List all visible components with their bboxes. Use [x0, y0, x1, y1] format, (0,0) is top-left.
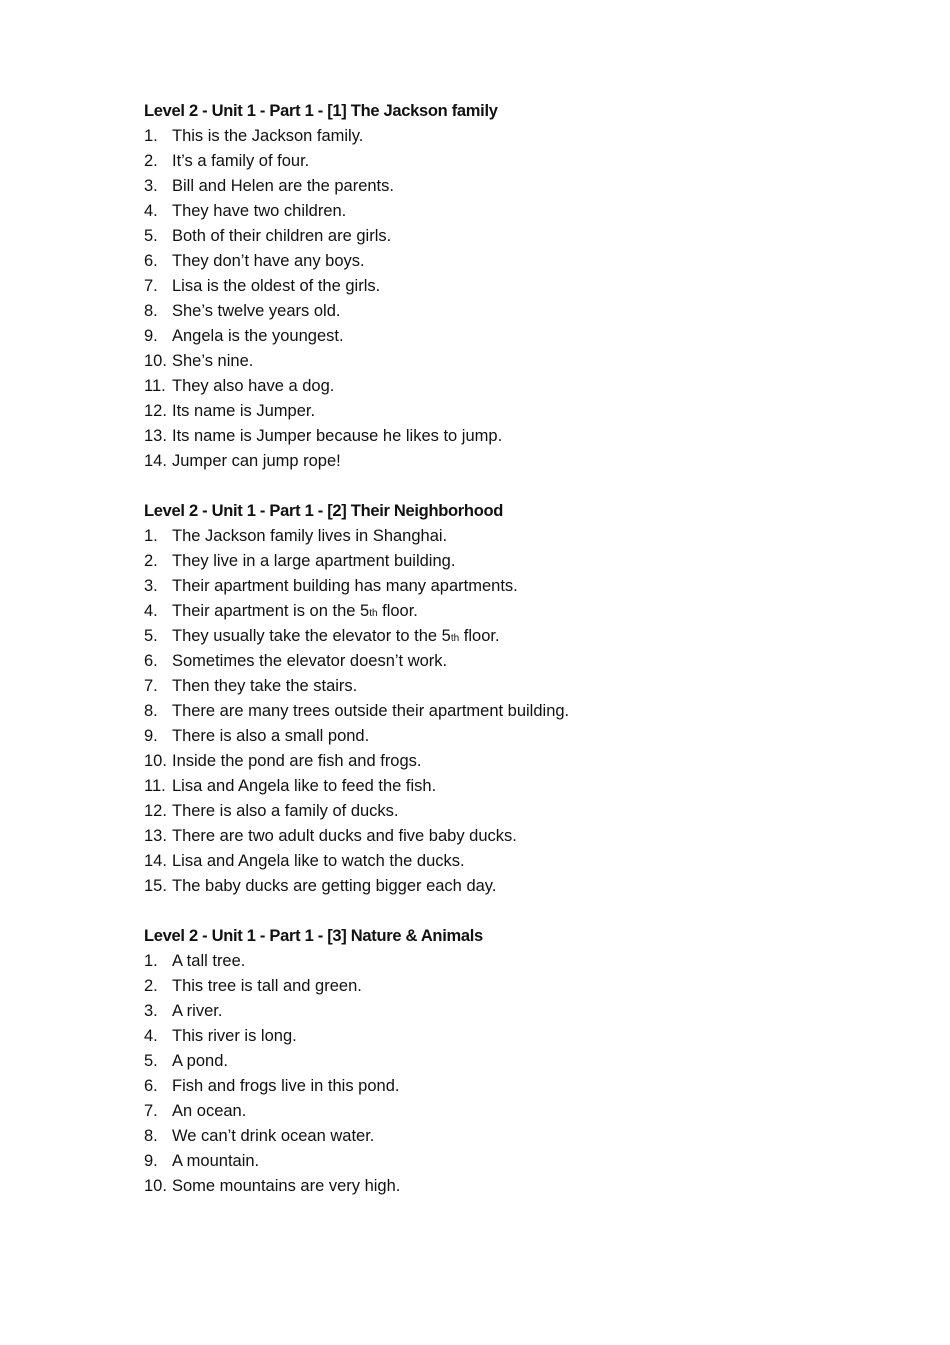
- item-text: [172, 599, 418, 626]
- item-number: 5.: [144, 627, 158, 645]
- item-number: 1.: [144, 952, 158, 970]
- list-item: [144, 574, 864, 599]
- item-text: Lisa and Angela like to watch the ducks.: [172, 852, 465, 870]
- item-number: 4.: [144, 202, 158, 220]
- item-text: Some mountains are very high.: [172, 1177, 401, 1195]
- sentence-list: [144, 949, 864, 1199]
- list-item: [144, 599, 864, 624]
- item-text: Both of their children are girls.: [172, 227, 392, 245]
- list-item: [144, 174, 864, 199]
- list-item: [144, 1174, 864, 1199]
- sentence-list: [144, 524, 864, 899]
- item-text: Lisa is the oldest of the girls.: [172, 277, 381, 295]
- item-number: 6.: [144, 252, 158, 270]
- list-item: [144, 524, 864, 549]
- item-number: 10.: [144, 352, 167, 370]
- list-item: [144, 949, 864, 974]
- document-page: [144, 99, 864, 1224]
- text-after-ordinal: floor.: [459, 627, 500, 645]
- item-number: 11.: [144, 777, 166, 795]
- item-number: 1.: [144, 527, 158, 545]
- section-jackson-family: [144, 99, 864, 474]
- item-number: 6.: [144, 652, 158, 670]
- list-item: [144, 1149, 864, 1174]
- item-number: 1.: [144, 127, 158, 145]
- item-text: She’s nine.: [172, 352, 254, 370]
- list-item: [144, 424, 864, 449]
- item-number: 2.: [144, 977, 158, 995]
- item-number: 2.: [144, 552, 158, 570]
- item-number: 4.: [144, 602, 158, 620]
- item-text: A tall tree.: [172, 952, 246, 970]
- list-item: [144, 724, 864, 749]
- list-item: [144, 224, 864, 249]
- item-number: 13.: [144, 827, 167, 845]
- list-item: [144, 1074, 864, 1099]
- list-item: [144, 674, 864, 699]
- list-item: [144, 974, 864, 999]
- section-nature-animals: [144, 924, 864, 1199]
- section-neighborhood: [144, 499, 864, 899]
- item-number: 10.: [144, 752, 167, 770]
- item-text: There is also a family of ducks.: [172, 802, 399, 820]
- list-item: [144, 449, 864, 474]
- section-heading: Level 2 - Unit 1 - Part 1 - [2] Their Neighborhood: [144, 502, 504, 520]
- item-number: 8.: [144, 1127, 158, 1145]
- item-text: The baby ducks are getting bigger each day.: [172, 877, 497, 895]
- item-text: We can’t drink ocean water.: [172, 1127, 375, 1145]
- item-text: Then they take the stairs.: [172, 677, 358, 695]
- section-heading: Level 2 - Unit 1 - Part 1 - [1] The Jackson family: [144, 102, 498, 120]
- list-item: [144, 199, 864, 224]
- list-item: [144, 1124, 864, 1149]
- item-text: Fish and frogs live in this pond.: [172, 1077, 400, 1095]
- list-item: [144, 399, 864, 424]
- item-number: 12.: [144, 802, 167, 820]
- list-item: [144, 1099, 864, 1124]
- list-item: [144, 324, 864, 349]
- item-text: The Jackson family lives in Shanghai.: [172, 527, 448, 545]
- list-item: [144, 874, 864, 899]
- list-item: [144, 1049, 864, 1074]
- list-item: [144, 649, 864, 674]
- item-text: Bill and Helen are the parents.: [172, 177, 394, 195]
- list-item: [144, 249, 864, 274]
- list-item: [144, 699, 864, 724]
- item-number: 6.: [144, 1077, 158, 1095]
- item-text: They also have a dog.: [172, 377, 335, 395]
- list-item: [144, 799, 864, 824]
- item-text: Its name is Jumper.: [172, 402, 316, 420]
- item-number: 9.: [144, 727, 158, 745]
- list-item: [144, 124, 864, 149]
- item-number: 14.: [144, 452, 167, 470]
- item-number: 7.: [144, 1102, 158, 1120]
- item-text: There are many trees outside their apartment building.: [172, 702, 570, 720]
- section-heading: Level 2 - Unit 1 - Part 1 - [3] Nature & Animals: [144, 927, 483, 945]
- ordinal-suffix: th: [369, 608, 378, 619]
- item-text: [172, 624, 500, 651]
- text-before-ordinal: Their apartment is on the 5: [172, 602, 370, 620]
- sentence-list: [144, 124, 864, 474]
- item-number: 4.: [144, 1027, 158, 1045]
- item-text: Jumper can jump rope!: [172, 452, 341, 470]
- item-number: 12.: [144, 402, 167, 420]
- text-after-ordinal: floor.: [377, 602, 418, 620]
- item-text: Their apartment building has many apartments.: [172, 577, 518, 595]
- item-number: 7.: [144, 277, 158, 295]
- item-number: 5.: [144, 1052, 158, 1070]
- item-text: There are two adult ducks and five baby ducks.: [172, 827, 517, 845]
- list-item: [144, 299, 864, 324]
- item-text: This river is long.: [172, 1027, 297, 1045]
- text-before-ordinal: They usually take the elevator to the 5: [172, 627, 451, 645]
- item-text: This is the Jackson family.: [172, 127, 364, 145]
- item-text: A pond.: [172, 1052, 228, 1070]
- list-item: [144, 149, 864, 174]
- list-item: [144, 349, 864, 374]
- item-text: Angela is the youngest.: [172, 327, 344, 345]
- item-number: 9.: [144, 327, 158, 345]
- item-text: A mountain.: [172, 1152, 260, 1170]
- list-item: [144, 274, 864, 299]
- item-text: They don’t have any boys.: [172, 252, 365, 270]
- ordinal-suffix: th: [450, 633, 460, 644]
- item-text: They live in a large apartment building.: [172, 552, 456, 570]
- item-number: 8.: [144, 302, 158, 320]
- item-text: A river.: [172, 1002, 223, 1020]
- list-item: [144, 774, 864, 799]
- item-number: 11.: [144, 377, 166, 395]
- item-number: 3.: [144, 1002, 158, 1020]
- item-text: There is also a small pond.: [172, 727, 370, 745]
- item-text: Inside the pond are fish and frogs.: [172, 752, 422, 770]
- item-text: This tree is tall and green.: [172, 977, 362, 995]
- list-item: [144, 824, 864, 849]
- item-number: 3.: [144, 177, 158, 195]
- list-item: [144, 374, 864, 399]
- item-number: 2.: [144, 152, 158, 170]
- item-number: 10.: [144, 1177, 167, 1195]
- item-number: 14.: [144, 852, 167, 870]
- item-text: Its name is Jumper because he likes to jump.: [172, 427, 503, 445]
- item-text: She’s twelve years old.: [172, 302, 341, 320]
- item-number: 13.: [144, 427, 167, 445]
- item-number: 15.: [144, 877, 167, 895]
- item-text: They have two children.: [172, 202, 347, 220]
- list-item: [144, 1024, 864, 1049]
- list-item: [144, 624, 864, 649]
- item-text: Sometimes the elevator doesn’t work.: [172, 652, 448, 670]
- list-item: [144, 749, 864, 774]
- item-number: 7.: [144, 677, 158, 695]
- item-number: 5.: [144, 227, 158, 245]
- item-number: 9.: [144, 1152, 158, 1170]
- list-item: [144, 549, 864, 574]
- item-text: It’s a family of four.: [172, 152, 310, 170]
- item-text: Lisa and Angela like to feed the fish.: [172, 777, 437, 795]
- list-item: [144, 849, 864, 874]
- list-item: [144, 999, 864, 1024]
- item-text: An ocean.: [172, 1102, 247, 1120]
- item-number: 3.: [144, 577, 158, 595]
- item-number: 8.: [144, 702, 158, 720]
